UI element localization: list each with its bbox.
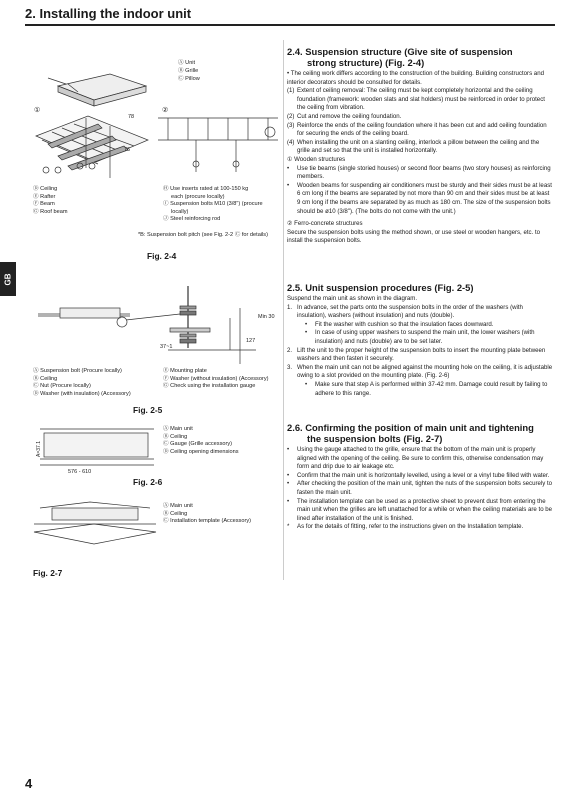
wooden-item (287, 165, 553, 182)
fig-2-7-unit-outline (34, 502, 156, 544)
section-2-4-title-line1: 2.4. Suspension structure (Give site of suspension (287, 46, 513, 57)
fig-2-5-dim-37: 37~1 (160, 344, 173, 350)
section-2-6-items (287, 446, 553, 532)
fig-2-5-legend-left (33, 368, 131, 398)
step-marker: (1) (287, 87, 295, 95)
legend-suspension-bolt: Ⓐ Suspension bolt (Procure locally) (33, 368, 122, 374)
fig-2-5-bolt-detail (168, 286, 256, 364)
section-2-6-title-line2: the suspension bolts (Fig. 2-7) (307, 433, 443, 444)
section-2-6-title-line1: 2.6. Confirming the position of main unit and tightening (287, 422, 534, 433)
step-text: Extent of ceiling removal: The ceiling must be kept completely horizontal and the ceiling foundation (framework: wooden slats and slat holders) must be reinforced in order to protect the ceiling from vibration. (297, 87, 545, 112)
fig-2-6-dim-width: 576 - 610 (68, 469, 92, 475)
step-text: Cut and remove the ceiling foundation. (297, 112, 402, 120)
bullet: * (287, 523, 290, 531)
fig-2-4-wooden-structure (36, 116, 148, 178)
legend-rafter: Ⓔ Rafter (33, 193, 56, 200)
section-2-5-step (287, 347, 553, 364)
fig-2-4-unit-sketch (48, 74, 146, 106)
wooden-item (287, 182, 553, 216)
bullet: • (287, 181, 290, 189)
legend-ceiling: Ⓑ Ceiling (163, 510, 188, 517)
fig-2-4-legend-right (163, 186, 263, 224)
fig-2-5-dim-127: 127 (246, 338, 256, 344)
wooden-item-text: Wooden beams for suspending air conditioners must be sturdy and their sides must be at least 6 cm long if the beams are separated by not more than 90 cm and their sides must be at least 9 cm long if the beams are separated by as much as 180 cm. The size of the suspension bolts should be ø10 (3/8"). (The bolts do not come with the unit.) (297, 181, 552, 215)
sub-item (305, 321, 553, 330)
fig-2-4-marker-1: ① (34, 107, 41, 114)
step-marker: (3) (287, 121, 295, 129)
legend-washer: Ⓕ Washer (without insulation) (Accessory) (163, 375, 269, 382)
fig-2-4-marker-2: ② (162, 107, 169, 114)
fig-2-5-drawing (30, 278, 280, 366)
fig-2-4-dim-76: 76 (124, 147, 131, 153)
fig-2-4-legend-unit: Ⓐ Unit (178, 60, 196, 66)
fig-2-6-drawing (30, 425, 160, 477)
item-text: The installation template can be used as a protective sheet to prevent dust from entering the main unit when the grilles are left unattached for a while or when the ceiling materials are to be lined after installation of the unit is finished. (297, 497, 553, 522)
fig-2-6-unit-outline (40, 429, 154, 465)
bullet: • (287, 164, 290, 172)
legend-nut: Ⓒ Nut (Procure locally) (33, 383, 91, 390)
section-2-5-title: 2.5. Unit suspension procedures (Fig. 2-5) (287, 282, 474, 293)
legend-template: Ⓒ Installation template (Accessory) (163, 518, 251, 525)
sub-item (305, 329, 553, 346)
fig-2-5-label: Fig. 2-5 (133, 405, 163, 415)
fig-2-4-legend-grille: Ⓑ Grille (178, 68, 199, 74)
page-number: 4 (25, 776, 33, 791)
step-text: When installing the unit on a slanting ceiling, interlock a pillow between the ceiling and the grille and set so that the unit is installed horizontally. (297, 138, 540, 155)
fig-2-5-dim-min30: Min 30 (258, 314, 275, 320)
fig-2-4-legend-left (33, 186, 68, 216)
legend-ceiling: Ⓓ Ceiling (33, 186, 58, 192)
fig-2-4-note: *B: Suspension bolt pitch (see Fig. 2-2 Ⓒ for details) (138, 232, 268, 238)
section-2-4-intro: • The ceiling work differs according to the construction of the building. Building constructors and interior decorators should be consulted for details. (287, 70, 544, 86)
sub-item-text: Make sure that step A is performed within 37-42 mm. Damage could result by failing to adhere to this range. (315, 380, 548, 397)
step-3-sublist (297, 381, 553, 398)
bullet: • (305, 329, 308, 337)
fig-2-6-dim-height: A=37.1 (36, 441, 42, 457)
step-marker: (4) (287, 138, 295, 146)
legend-beam: Ⓕ Beam (33, 201, 55, 208)
step-text: Reinforce the ends of the ceiling foundation where it has been cut and add ceiling foundation for securing the ends of the ceiling board. (297, 121, 547, 138)
legend-gauge-check: Ⓖ Check using the installation gauge (163, 383, 256, 390)
section-2-6-item (287, 446, 553, 472)
item-text: Confirm that the main unit is horizontally levelled, using a level or a vinyl tube filled with water. (297, 471, 550, 479)
legend-ceiling: Ⓑ Ceiling (163, 433, 188, 440)
legend-steel-rod: Ⓙ Steel reinforcing rod (163, 216, 221, 223)
wooden-structures-title: ① Wooden structures (287, 155, 346, 163)
language-tab (0, 262, 16, 296)
legend-washer-insulated: Ⓓ Washer (with insulation) (Accessory) (33, 390, 131, 397)
section-2-6-title (287, 422, 553, 444)
section-2-6 (287, 422, 553, 532)
legend-roof-beam: Ⓖ Roof beam (33, 208, 68, 215)
fig-2-7-drawing (30, 492, 160, 552)
step-text: In advance, set the parts onto the suspension bolts in the order of the washers (with insulation), washers (without insulation) and nuts (double). (297, 303, 523, 320)
section-2-4-title-line2: strong structure) (Fig. 2-4) (307, 57, 425, 68)
item-text: Using the gauge attached to the grille, ensure that the bottom of the main unit is properly aligned with the opening of the ceiling. Be sure to confirm this, otherwise condensation may form and drip due to air leakage etc. (297, 446, 544, 471)
sub-item-text: In case of using upper washers to suspend the main unit, the lower washers (with insulation) and nuts (double) are to be set later. (315, 329, 535, 345)
section-2-6-item (287, 472, 553, 481)
header-rule (25, 24, 555, 26)
language-tab-label: GB (3, 273, 13, 285)
ferro-concrete-text: Secure the suspension bolts using the method shown, or use steel or wooden hangers, etc. to install the suspension bolts. (287, 228, 541, 245)
bullet: • (287, 497, 290, 505)
section-2-6-item (287, 480, 553, 497)
sub-item-text: Fit the washer with cushion so that the insulation faces downward. (315, 320, 494, 328)
fig-2-4-dim-78: 78 (128, 114, 135, 120)
section-2-5-steps (287, 304, 553, 399)
fig-2-7-legend (163, 503, 251, 526)
fig-2-7-label: Fig. 2-7 (33, 568, 63, 578)
step-1-sublist (297, 321, 553, 347)
bullet: • (305, 380, 308, 388)
legend-opening-dimensions: Ⓓ Ceiling opening dimensions (163, 448, 239, 455)
section-2-4-step (287, 113, 553, 122)
legend-mounting-plate: Ⓔ Mounting plate (163, 368, 207, 374)
step-marker: 1. (287, 303, 293, 311)
wooden-structures-list (287, 165, 553, 217)
fig-2-5-ceiling-unit (38, 308, 180, 327)
sub-item (305, 381, 553, 398)
section-2-6-item (287, 523, 553, 532)
legend-inserts: Ⓗ Use inserts rated at 100-150 kg (163, 186, 249, 192)
section-2-4-step (287, 87, 553, 113)
legend-gauge: Ⓒ Gauge (Grille accessory) (163, 441, 233, 448)
bullet: • (305, 320, 308, 328)
bullet: • (287, 480, 290, 488)
section-2-5 (287, 282, 553, 398)
section-2-5-intro: Suspend the main unit as shown in the diagram. (287, 295, 418, 302)
section-2-4 (287, 46, 553, 246)
item-text: As for the details of fitting, refer to the instructions given on the Installation template. (297, 523, 524, 531)
step-text: When the main unit can not be aligned against the mounting hole on the ceiling, it is adjustable owing to a slot provided on the mounting plate. (Fig. 2-6) (297, 363, 553, 380)
fig-2-6-legend (163, 426, 239, 456)
step-text: Lift the unit to the proper height of the suspension bolts to insert the mounting plate between washers and then fasten it securely. (297, 346, 546, 363)
legend-inserts-2: each (procure locally) (171, 193, 225, 200)
section-2-5-step (287, 364, 553, 398)
fig-2-4-label: Fig. 2-4 (147, 251, 177, 261)
section-2-4-steps (287, 87, 553, 156)
legend-ceiling: Ⓑ Ceiling (33, 375, 58, 382)
fig-2-4-concrete-structure (158, 118, 278, 172)
column-divider (283, 40, 284, 580)
step-marker: (2) (287, 112, 295, 120)
section-2-5-step (287, 304, 553, 347)
legend-bolts: Ⓘ Suspension bolts M10 (3/8") (procure (163, 201, 263, 208)
step-marker: 3. (287, 363, 293, 371)
fig-2-5-legend-right (163, 368, 268, 391)
ferro-concrete-title: ② Ferro-concrete structures (287, 220, 363, 228)
section-2-4-step (287, 122, 553, 139)
legend-main-unit: Ⓐ Main unit (163, 426, 193, 432)
bullet: • (287, 446, 290, 453)
legend-bolts-2: locally) (171, 208, 189, 215)
legend-main-unit: Ⓐ Main unit (163, 503, 193, 509)
fig-2-6-label: Fig. 2-6 (133, 477, 163, 487)
section-2-4-title (287, 46, 553, 68)
page-title: 2. Installing the indoor unit (25, 6, 192, 21)
section-2-6-item (287, 498, 553, 524)
fig-2-4-legend-pillow: Ⓒ Pillow (178, 76, 200, 82)
step-marker: 2. (287, 346, 293, 354)
section-2-4-step (287, 139, 553, 156)
item-text: After checking the position of the main unit, tighten the nuts of the suspension bolts securely to fasten the main unit. (297, 480, 553, 496)
wooden-item-text: Use tie beams (single storied houses) or second floor beams (two story houses) as reinforcing members. (297, 164, 551, 181)
bullet: • (287, 471, 290, 479)
